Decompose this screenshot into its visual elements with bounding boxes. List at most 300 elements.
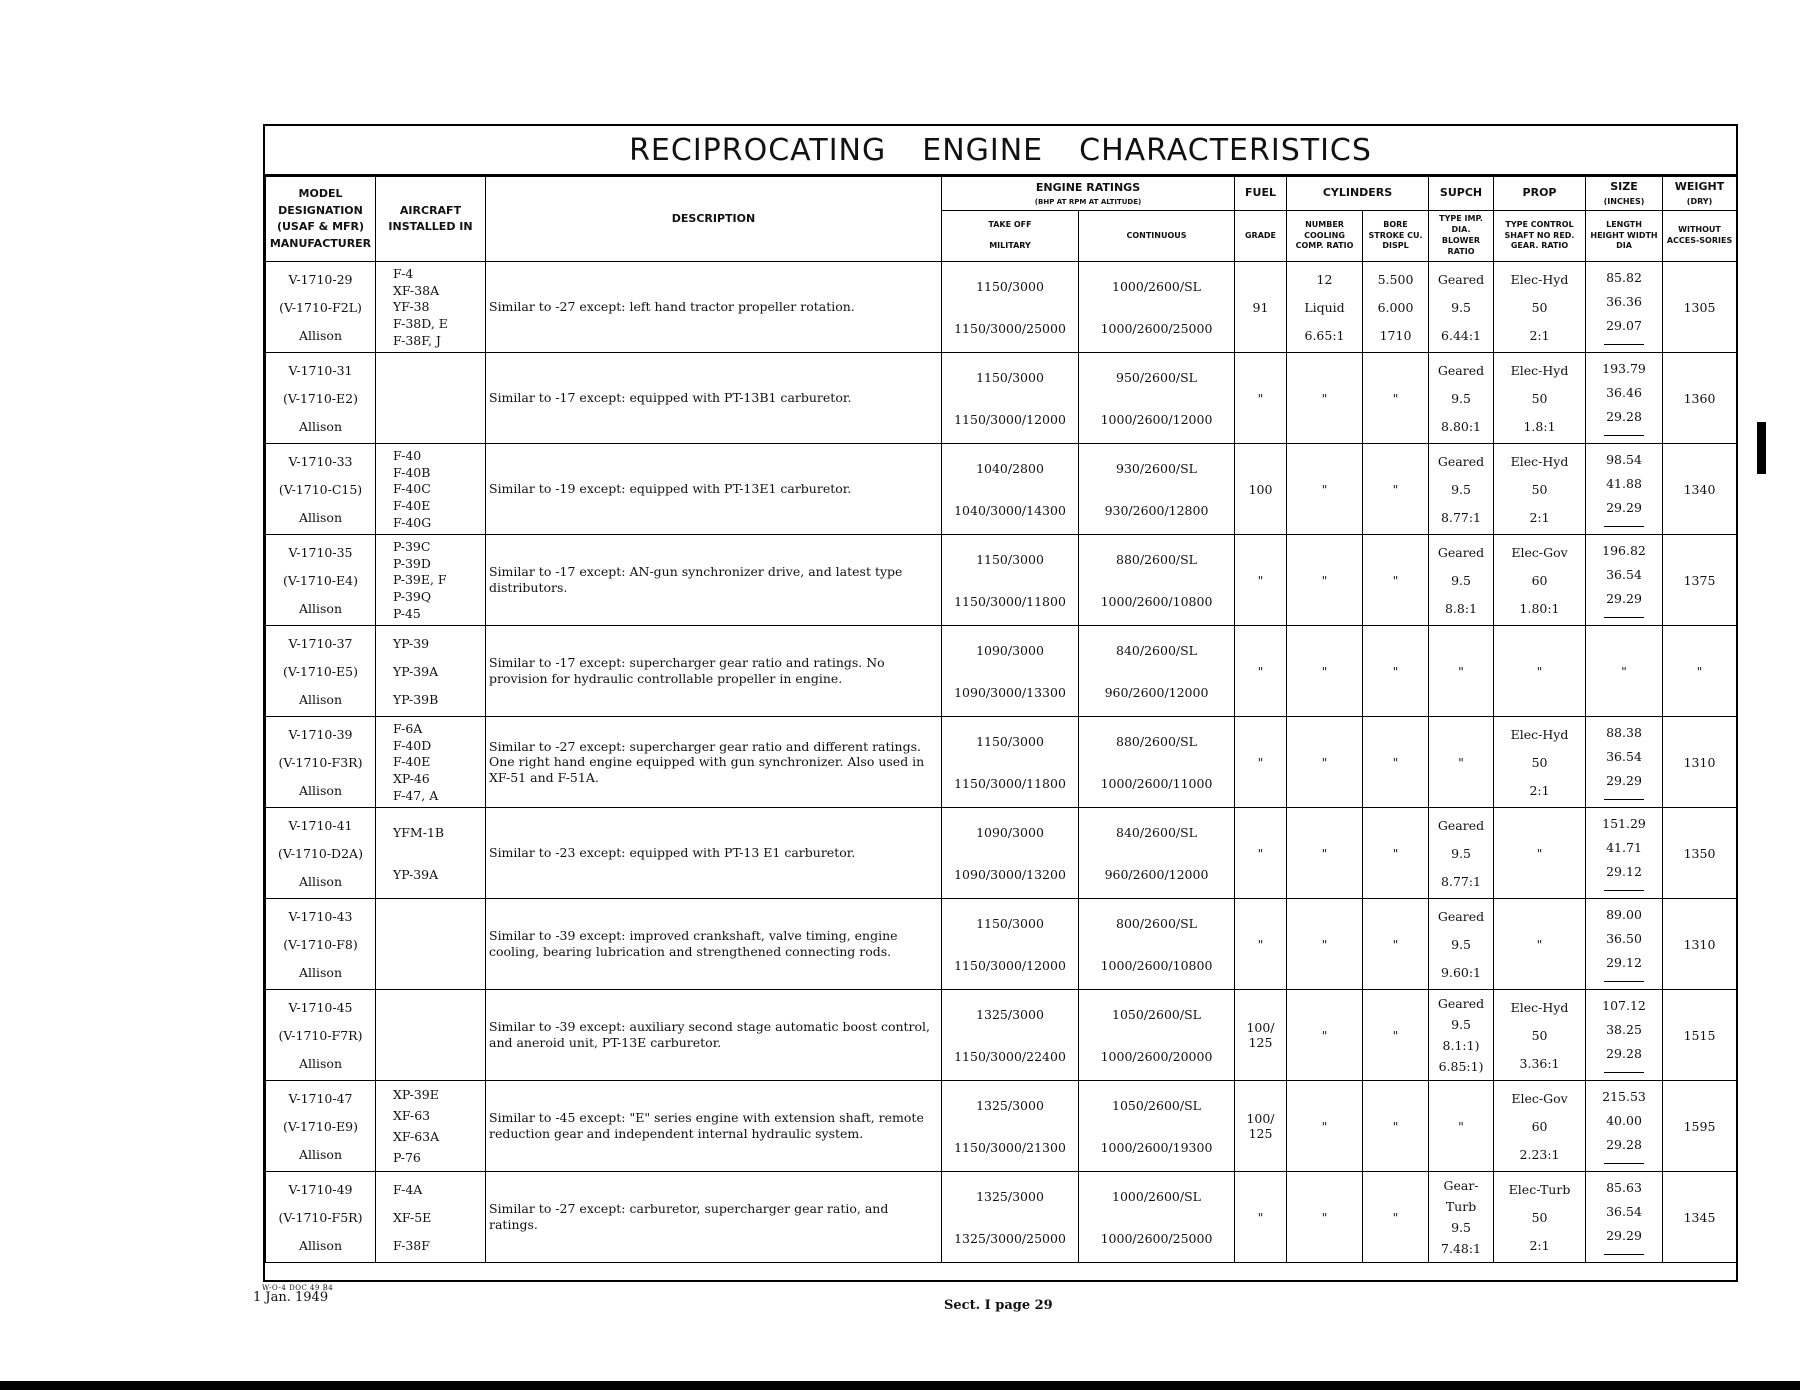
model-cell-line: Allison: [298, 600, 342, 616]
model-cell-line: Allison: [298, 691, 342, 707]
supch-cell-stack: [1432, 629, 1490, 713]
header-cylinders: CYLINDERS: [1287, 177, 1429, 211]
aircraft-cell-line: XF-5E: [393, 1209, 432, 1225]
model-cell-stack: [269, 629, 372, 713]
model-cell: [266, 899, 376, 990]
header-size-label: SIZE: [1610, 180, 1638, 194]
table-row: [266, 1081, 1737, 1172]
takeoff-cell: [942, 990, 1079, 1081]
prop-cell-line: 60: [1531, 1118, 1548, 1134]
model-cell-line: V-1710-45: [288, 999, 353, 1015]
footer-code: W-O-4 DOC 49 B4: [262, 1284, 334, 1292]
takeoff-cell: [942, 899, 1079, 990]
continuous-cell-line: 1000/2600/SL: [1112, 278, 1201, 294]
aircraft-cell-line: P-39E, F: [393, 572, 447, 588]
supch-cell-line: Geared: [1437, 271, 1485, 287]
size-underline: [1604, 1072, 1644, 1073]
table-frame: [263, 124, 1738, 1282]
description-cell: Similar to -17 except: supercharger gear ratio and ratings. No provision for hydraulic controllable propeller in engine.: [486, 626, 942, 717]
supch-cell: [1429, 717, 1494, 808]
prop-cell-line: 60: [1531, 572, 1548, 588]
size-cell-stack: [1589, 1084, 1659, 1168]
takeoff-cell-line: 1150/3000/22400: [954, 1048, 1066, 1064]
prop-cell-line: 50: [1531, 754, 1548, 770]
continuous-cell: [1079, 808, 1235, 899]
supch-cell-stack: [1432, 720, 1490, 804]
header-size: [1586, 177, 1663, 211]
cylinders-bore-cell: [1363, 262, 1429, 353]
continuous-cell-line: 1000/2600/11000: [1100, 775, 1213, 791]
size-cell-line: 36.54: [1606, 566, 1642, 582]
cylinders-bore-cell-stack: [1366, 629, 1425, 713]
cylinders-number-cell-stack: [1290, 447, 1359, 531]
continuous-cell-line: 1000/2600/10800: [1100, 593, 1213, 609]
aircraft-cell-line: YP-39A: [393, 663, 439, 679]
model-cell-line: V-1710-39: [288, 726, 353, 742]
prop-cell: [1494, 444, 1586, 535]
supch-cell-line: 7.48:1: [1441, 1241, 1482, 1256]
size-cell-line: 41.88: [1606, 475, 1642, 491]
aircraft-cell-stack: [379, 629, 482, 713]
aircraft-cell-line: P-76: [393, 1150, 421, 1165]
prop-cell-line: 50: [1531, 1209, 1548, 1225]
continuous-cell: [1079, 1081, 1235, 1172]
size-cell-line: 193.79: [1602, 360, 1646, 376]
aircraft-cell: [376, 444, 486, 535]
continuous-cell: [1079, 990, 1235, 1081]
fuel-cell: ": [1235, 1172, 1287, 1263]
supch-cell-stack: [1432, 993, 1490, 1077]
prop-cell-line: Elec-Hyd: [1510, 362, 1569, 378]
size-cell-line: 29.12: [1606, 954, 1642, 970]
aircraft-cell-line: XP-46: [393, 771, 430, 787]
description-cell: Similar to -17 except: AN-gun synchronizer drive, and latest type distributors.: [486, 535, 942, 626]
cylinders-number-cell: [1287, 990, 1363, 1081]
prop-cell-line: 2:1: [1529, 327, 1550, 343]
cylinders-bore-cell: [1363, 535, 1429, 626]
model-cell-line: V-1710-37: [288, 635, 353, 651]
continuous-cell-line: 1000/2600/10800: [1100, 957, 1213, 973]
model-cell-line: V-1710-43: [288, 908, 353, 924]
header-ratings: [942, 177, 1235, 211]
cylinders-bore-cell-line: ": [1392, 663, 1399, 679]
supch-cell-line: 9.5: [1451, 299, 1471, 315]
supch-cell-line: 9.5: [1451, 390, 1471, 406]
takeoff-cell-stack: [945, 265, 1075, 349]
cylinders-number-cell-stack: [1290, 265, 1359, 349]
cylinders-number-cell-line: 6.65:1: [1304, 327, 1345, 343]
prop-cell-line: 2:1: [1529, 509, 1550, 525]
takeoff-cell: [942, 717, 1079, 808]
size-cell-line: 29.12: [1606, 863, 1642, 879]
header-supch-sub: TYPE IMP. DIA. BLOWER RATIO: [1429, 211, 1494, 262]
header-fuel: FUEL: [1235, 177, 1287, 211]
cylinders-number-cell: [1287, 535, 1363, 626]
size-cell: [1586, 626, 1663, 717]
prop-cell: [1494, 717, 1586, 808]
model-cell-line: (V-1710-C15): [278, 481, 363, 497]
table-row: [266, 353, 1737, 444]
cylinders-bore-cell-line: 5.500: [1377, 271, 1414, 287]
size-cell: [1586, 535, 1663, 626]
supch-cell-line: 8.77:1: [1441, 873, 1482, 889]
size-cell-line: 29.29: [1606, 772, 1642, 788]
supch-cell-line: 9.60:1: [1441, 964, 1482, 980]
takeoff-cell-stack: [945, 720, 1075, 804]
table-row: [266, 1172, 1737, 1263]
prop-cell-stack: [1497, 1175, 1582, 1259]
continuous-cell-line: 880/2600/SL: [1116, 733, 1197, 749]
aircraft-cell-line: XF-63: [393, 1108, 431, 1123]
model-cell: [266, 808, 376, 899]
header-takeoff: [942, 211, 1079, 262]
cylinders-bore-cell-stack: [1366, 265, 1425, 349]
takeoff-cell: [942, 444, 1079, 535]
size-cell-line: 85.82: [1606, 269, 1642, 285]
prop-cell: [1494, 1172, 1586, 1263]
weight-cell: 1515: [1663, 990, 1737, 1081]
fuel-cell: 100/ 125: [1235, 990, 1287, 1081]
prop-cell: [1494, 626, 1586, 717]
model-cell-stack: [269, 902, 372, 986]
size-cell-line: 36.36: [1606, 293, 1642, 309]
continuous-cell: [1079, 1172, 1235, 1263]
header-military-label: MILITARY: [989, 241, 1031, 250]
engine-table: [265, 176, 1737, 1263]
size-cell-line: ": [1621, 663, 1627, 679]
continuous-cell-line: 840/2600/SL: [1116, 642, 1197, 658]
aircraft-cell-line: P-39D: [393, 555, 431, 571]
weight-cell: 1595: [1663, 1081, 1737, 1172]
supch-cell: [1429, 1172, 1494, 1263]
takeoff-cell-line: 1040/3000/14300: [954, 502, 1066, 518]
header-ratings-label: ENGINE RATINGS: [1035, 181, 1141, 194]
cylinders-number-cell-stack: [1290, 1084, 1359, 1168]
aircraft-cell-line: F-40C: [393, 481, 431, 497]
aircraft-cell-stack: [379, 993, 482, 1077]
model-cell: [266, 353, 376, 444]
prop-cell: [1494, 990, 1586, 1081]
takeoff-cell-line: 1150/3000: [976, 278, 1044, 294]
prop-cell-stack: [1497, 447, 1582, 531]
cylinders-bore-cell: [1363, 717, 1429, 808]
prop-cell-line: 50: [1531, 1027, 1548, 1043]
model-cell: [266, 1172, 376, 1263]
scan-bottom-edge: [0, 1381, 1800, 1390]
fuel-cell: 91: [1235, 262, 1287, 353]
continuous-cell-line: 1000/2600/SL: [1112, 1188, 1201, 1204]
cylinders-bore-cell-stack: [1366, 447, 1425, 531]
cylinders-number-cell-stack: [1290, 902, 1359, 986]
cylinders-bore-cell-line: ": [1392, 1027, 1399, 1043]
weight-cell: 1345: [1663, 1172, 1737, 1263]
weight-cell: 1305: [1663, 262, 1737, 353]
supch-cell-line: Geared: [1437, 362, 1485, 378]
cylinders-number-cell-stack: [1290, 538, 1359, 622]
size-cell: [1586, 990, 1663, 1081]
takeoff-cell-stack: [945, 902, 1075, 986]
header-grade: GRADE: [1235, 211, 1287, 262]
cylinders-number-cell-stack: [1290, 1175, 1359, 1259]
aircraft-cell-stack: [379, 447, 482, 531]
aircraft-cell-line: P-39C: [393, 538, 431, 554]
continuous-cell-line: 930/2600/12800: [1104, 502, 1209, 518]
cylinders-number-cell-line: ": [1321, 936, 1328, 952]
cylinders-bore-cell-stack: [1366, 902, 1425, 986]
supch-cell-line: Gear-: [1443, 1178, 1479, 1193]
cylinders-number-cell-line: ": [1321, 481, 1328, 497]
aircraft-cell-line: F-40D: [393, 737, 432, 753]
continuous-cell-stack: [1082, 265, 1231, 349]
table-row: [266, 535, 1737, 626]
takeoff-cell-line: 1150/3000/21300: [954, 1139, 1066, 1155]
supch-cell-line: 9.5: [1451, 572, 1471, 588]
takeoff-cell: [942, 535, 1079, 626]
continuous-cell: [1079, 899, 1235, 990]
model-cell-line: (V-1710-E9): [283, 1118, 358, 1134]
cylinders-bore-cell-line: ": [1392, 390, 1399, 406]
size-cell-line: 29.28: [1606, 1136, 1642, 1152]
header-ratings-sub: (BHP AT RPM AT ALTITUDE): [1034, 197, 1142, 206]
cylinders-bore-cell-line: ": [1392, 936, 1399, 952]
cylinders-bore-cell: [1363, 808, 1429, 899]
prop-cell: [1494, 353, 1586, 444]
model-cell-line: Allison: [298, 418, 342, 434]
size-underline: [1604, 526, 1644, 527]
prop-cell-line: Elec-Hyd: [1510, 999, 1569, 1015]
continuous-cell-line: 840/2600/SL: [1116, 824, 1197, 840]
supch-cell-stack: [1432, 1175, 1490, 1259]
size-cell-stack: [1589, 902, 1659, 986]
supch-cell-line: Geared: [1437, 817, 1485, 833]
aircraft-cell-line: F-38F, J: [393, 333, 441, 349]
cylinders-number-cell-stack: [1290, 993, 1359, 1077]
aircraft-cell-line: P-45: [393, 606, 421, 622]
aircraft-cell-line: YP-39A: [393, 866, 439, 882]
prop-cell-line: 50: [1531, 299, 1548, 315]
size-cell-line: 36.50: [1606, 930, 1642, 946]
cylinders-number-cell: [1287, 262, 1363, 353]
prop-cell-line: Elec-Gov: [1511, 1090, 1568, 1106]
cylinders-number-cell-stack: [1290, 811, 1359, 895]
prop-cell-line: ": [1536, 936, 1543, 952]
cylinders-bore-cell-line: ": [1392, 481, 1399, 497]
cylinders-bore-cell-stack: [1366, 1175, 1425, 1259]
prop-cell-stack: [1497, 902, 1582, 986]
aircraft-cell-line: YF-38: [393, 299, 430, 315]
supch-cell: [1429, 444, 1494, 535]
weight-cell: 1375: [1663, 535, 1737, 626]
size-underline: [1604, 617, 1644, 618]
model-cell-line: V-1710-33: [288, 453, 353, 469]
description-cell: Similar to -45 except: "E" series engine with extension shaft, remote reduction gear and independent internal hydraulic system.: [486, 1081, 942, 1172]
prop-cell-stack: [1497, 265, 1582, 349]
size-cell-line: 151.29: [1602, 815, 1646, 831]
header-weight-sub: WITHOUT ACCES-SORIES: [1663, 211, 1737, 262]
prop-cell-line: 50: [1531, 390, 1548, 406]
takeoff-cell-line: 1090/3000/13300: [954, 684, 1066, 700]
size-cell: [1586, 1081, 1663, 1172]
aircraft-cell: [376, 899, 486, 990]
aircraft-cell-line: F-40E: [393, 754, 431, 770]
cylinders-bore-cell: [1363, 1081, 1429, 1172]
cylinders-bore-cell-line: ": [1392, 754, 1399, 770]
cylinders-number-cell: [1287, 717, 1363, 808]
takeoff-cell-stack: [945, 993, 1075, 1077]
prop-cell-stack: [1497, 538, 1582, 622]
weight-cell: 1310: [1663, 717, 1737, 808]
cylinders-number-cell-line: ": [1321, 1027, 1328, 1043]
aircraft-cell-line: F-6A: [393, 720, 423, 736]
model-cell-line: V-1710-35: [288, 544, 353, 560]
supch-cell-line: Geared: [1437, 453, 1485, 469]
continuous-cell-stack: [1082, 1175, 1231, 1259]
size-cell: [1586, 717, 1663, 808]
supch-cell-line: Geared: [1437, 996, 1485, 1011]
cylinders-bore-cell-line: ": [1392, 845, 1399, 861]
prop-cell-line: ": [1536, 663, 1543, 679]
aircraft-cell-stack: [379, 356, 482, 440]
header-prop: PROP: [1494, 177, 1586, 211]
cylinders-bore-cell-stack: [1366, 993, 1425, 1077]
size-cell-stack: [1589, 993, 1659, 1077]
cylinders-bore-cell-line: 1710: [1379, 327, 1412, 343]
takeoff-cell-stack: [945, 356, 1075, 440]
model-cell-line: V-1710-29: [288, 271, 353, 287]
size-cell-line: 36.54: [1606, 1203, 1642, 1219]
supch-cell-line: 8.8:1: [1444, 600, 1478, 616]
size-cell: [1586, 444, 1663, 535]
table-row: [266, 444, 1737, 535]
size-cell-line: 29.29: [1606, 590, 1642, 606]
continuous-cell: [1079, 535, 1235, 626]
size-underline: [1604, 1163, 1644, 1164]
footer-date: 1 Jan. 1949: [253, 1290, 329, 1305]
takeoff-cell-line: 1040/2800: [976, 460, 1044, 476]
supch-cell-stack: [1432, 811, 1490, 895]
size-cell-line: 38.25: [1606, 1021, 1642, 1037]
description-cell: Similar to -17 except: equipped with PT-13B1 carburetor.: [486, 353, 942, 444]
cylinders-number-cell-stack: [1290, 720, 1359, 804]
size-underline: [1604, 435, 1644, 436]
takeoff-cell-line: 1325/3000/25000: [954, 1230, 1066, 1246]
prop-cell-line: 2:1: [1529, 1237, 1550, 1253]
takeoff-cell: [942, 626, 1079, 717]
cylinders-bore-cell: [1363, 990, 1429, 1081]
description-cell: Similar to -27 except: supercharger gear ratio and different ratings. One right hand engine equipped with gun synchronizer. Also used in XF-51 and F-51A.: [486, 717, 942, 808]
size-cell-stack: [1589, 356, 1659, 440]
model-cell-line: Allison: [298, 1237, 342, 1253]
takeoff-cell-stack: [945, 811, 1075, 895]
supch-cell-line: 6.44:1: [1441, 327, 1482, 343]
page-title: [265, 126, 1736, 176]
size-cell: [1586, 353, 1663, 444]
continuous-cell-line: 880/2600/SL: [1116, 551, 1197, 567]
size-cell-line: 29.29: [1606, 499, 1642, 515]
cylinders-number-cell: [1287, 1081, 1363, 1172]
table-row: [266, 899, 1737, 990]
prop-cell-line: Elec-Hyd: [1510, 726, 1569, 742]
fuel-cell: 100/ 125: [1235, 1081, 1287, 1172]
aircraft-cell-line: F-47, A: [393, 788, 439, 804]
aircraft-cell-line: P-39Q: [393, 589, 432, 605]
model-cell-line: (V-1710-E4): [283, 572, 358, 588]
continuous-cell-line: 800/2600/SL: [1116, 915, 1197, 931]
title-word: CHARACTERISTICS: [1079, 132, 1372, 168]
continuous-cell: [1079, 353, 1235, 444]
continuous-cell-line: 1000/2600/12000: [1100, 411, 1213, 427]
fuel-cell: 100: [1235, 444, 1287, 535]
takeoff-cell: [942, 1081, 1079, 1172]
model-cell-stack: [269, 1175, 372, 1259]
fuel-cell: ": [1235, 626, 1287, 717]
supch-cell-line: 9.5: [1451, 936, 1471, 952]
supch-cell-line: 8.80:1: [1441, 418, 1482, 434]
aircraft-cell-line: YFM-1B: [393, 824, 445, 840]
takeoff-cell-stack: [945, 1175, 1075, 1259]
prop-cell-line: Elec-Turb: [1508, 1181, 1571, 1197]
header-weight-unit: (DRY): [1686, 196, 1713, 206]
takeoff-cell-line: 1325/3000: [976, 1006, 1044, 1022]
prop-cell-line: 2.23:1: [1519, 1146, 1560, 1162]
aircraft-cell-stack: [379, 265, 482, 349]
model-cell: [266, 535, 376, 626]
size-underline: [1604, 1254, 1644, 1255]
takeoff-cell-line: 1090/3000/13200: [954, 866, 1066, 882]
supch-cell: [1429, 990, 1494, 1081]
header-bore-stroke: BORE STROKE CU. DISPL: [1363, 211, 1429, 262]
prop-cell: [1494, 535, 1586, 626]
prop-cell: [1494, 899, 1586, 990]
prop-cell-line: ": [1536, 845, 1543, 861]
cylinders-number-cell-line: ": [1321, 663, 1328, 679]
cylinders-number-cell: [1287, 808, 1363, 899]
prop-cell-stack: [1497, 720, 1582, 804]
size-cell-stack: [1589, 447, 1659, 531]
cylinders-bore-cell-stack: [1366, 1084, 1425, 1168]
takeoff-cell-line: 1150/3000: [976, 733, 1044, 749]
prop-cell-line: 1.80:1: [1519, 600, 1560, 616]
model-cell-line: (V-1710-F2L): [279, 299, 362, 315]
model-cell: [266, 717, 376, 808]
takeoff-cell-stack: [945, 447, 1075, 531]
supch-cell-stack: [1432, 538, 1490, 622]
continuous-cell-stack: [1082, 447, 1231, 531]
continuous-cell-stack: [1082, 629, 1231, 713]
table-row: [266, 626, 1737, 717]
size-underline: [1604, 890, 1644, 891]
size-cell-line: 89.00: [1606, 906, 1642, 922]
table-row: [266, 990, 1737, 1081]
weight-cell: ": [1663, 626, 1737, 717]
supch-cell: [1429, 626, 1494, 717]
size-cell-stack: [1589, 629, 1659, 713]
model-cell-line: Allison: [298, 327, 342, 343]
fuel-cell: ": [1235, 899, 1287, 990]
table-row: [266, 808, 1737, 899]
fuel-cell: ": [1235, 353, 1287, 444]
supch-cell: [1429, 262, 1494, 353]
model-cell: [266, 626, 376, 717]
aircraft-cell-stack: [379, 538, 482, 622]
model-cell-line: (V-1710-F5R): [278, 1209, 363, 1225]
continuous-cell: [1079, 262, 1235, 353]
prop-cell-stack: [1497, 1084, 1582, 1168]
aircraft-cell: [376, 353, 486, 444]
size-cell-line: 29.07: [1606, 317, 1642, 333]
size-underline: [1604, 981, 1644, 982]
header-model: MODEL DESIGNATION (USAF & MFR) MANUFACTURER: [266, 177, 376, 262]
